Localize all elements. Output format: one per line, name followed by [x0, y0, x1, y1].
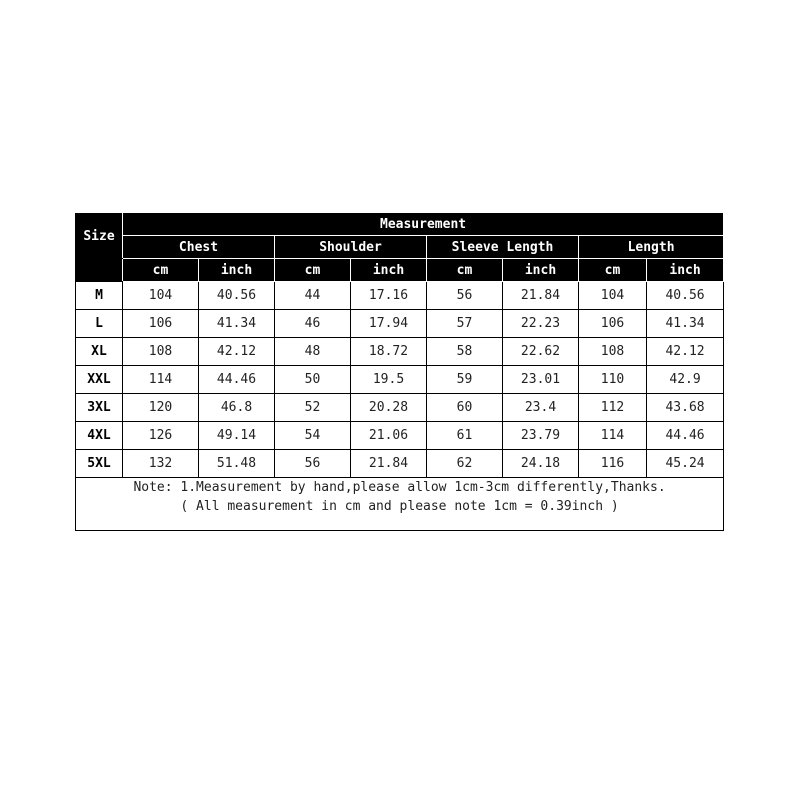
measurement-cell: 42.9	[647, 366, 724, 394]
measurement-cell: 126	[123, 422, 199, 450]
measurement-cell: 40.56	[199, 282, 275, 310]
header-row-units	[76, 259, 724, 282]
measurement-cell: 108	[579, 338, 647, 366]
section-header-length: Length	[579, 236, 724, 259]
size-cell: L	[76, 310, 123, 338]
unit-header: inch	[647, 259, 724, 282]
measurement-cell: 58	[427, 338, 503, 366]
table-row	[76, 338, 724, 366]
measurement-cell: 50	[275, 366, 351, 394]
measurement-cell: 52	[275, 394, 351, 422]
measurement-cell: 19.5	[351, 366, 427, 394]
table-row	[76, 310, 724, 338]
table-row	[76, 394, 724, 422]
note-line-1: Note: 1.Measurement by hand,please allow 1cm-3cm differently,Thanks.	[133, 480, 666, 495]
section-header-chest: Chest	[123, 236, 275, 259]
section-header-shoulder: Shoulder	[275, 236, 427, 259]
measurement-cell: 24.18	[503, 450, 579, 478]
measurement-title: Measurement	[123, 214, 724, 236]
unit-header: inch	[503, 259, 579, 282]
measurement-cell: 110	[579, 366, 647, 394]
size-cell: 3XL	[76, 394, 123, 422]
unit-header: cm	[427, 259, 503, 282]
measurement-cell: 44.46	[199, 366, 275, 394]
measurement-cell: 60	[427, 394, 503, 422]
measurement-cell: 132	[123, 450, 199, 478]
unit-header: inch	[199, 259, 275, 282]
measurement-cell: 46.8	[199, 394, 275, 422]
measurement-cell: 22.23	[503, 310, 579, 338]
measurement-cell: 51.48	[199, 450, 275, 478]
unit-header: cm	[123, 259, 199, 282]
table-row	[76, 450, 724, 478]
measurement-cell: 45.24	[647, 450, 724, 478]
measurement-cell: 21.84	[503, 282, 579, 310]
table-body	[76, 282, 724, 478]
measurement-cell: 43.68	[647, 394, 724, 422]
header-row-title	[76, 214, 724, 236]
size-cell: XXL	[76, 366, 123, 394]
size-cell: 4XL	[76, 422, 123, 450]
measurement-cell: 42.12	[647, 338, 724, 366]
size-header-spacer	[76, 259, 123, 282]
measurement-cell: 48	[275, 338, 351, 366]
measurement-cell: 44	[275, 282, 351, 310]
measurement-cell: 104	[123, 282, 199, 310]
measurement-cell: 49.14	[199, 422, 275, 450]
note-cell	[76, 478, 724, 531]
size-cell: 5XL	[76, 450, 123, 478]
size-cell: M	[76, 282, 123, 310]
measurement-cell: 21.84	[351, 450, 427, 478]
size-cell: XL	[76, 338, 123, 366]
measurement-cell: 17.16	[351, 282, 427, 310]
measurement-cell: 56	[275, 450, 351, 478]
size-chart-table	[75, 213, 724, 531]
measurement-cell: 23.4	[503, 394, 579, 422]
table-row	[76, 282, 724, 310]
measurement-cell: 41.34	[199, 310, 275, 338]
measurement-cell: 18.72	[351, 338, 427, 366]
measurement-cell: 114	[579, 422, 647, 450]
measurement-cell: 106	[579, 310, 647, 338]
measurement-cell: 116	[579, 450, 647, 478]
measurement-cell: 17.94	[351, 310, 427, 338]
note-line-2: ( All measurement in cm and please note 1cm = 0.39inch )	[180, 499, 619, 514]
table-row	[76, 366, 724, 394]
measurement-cell: 20.28	[351, 394, 427, 422]
measurement-cell: 21.06	[351, 422, 427, 450]
unit-header: inch	[351, 259, 427, 282]
measurement-cell: 56	[427, 282, 503, 310]
measurement-cell: 104	[579, 282, 647, 310]
measurement-cell: 114	[123, 366, 199, 394]
measurement-cell: 120	[123, 394, 199, 422]
measurement-cell: 40.56	[647, 282, 724, 310]
unit-header: cm	[275, 259, 351, 282]
table-row	[76, 422, 724, 450]
measurement-cell: 59	[427, 366, 503, 394]
measurement-cell: 46	[275, 310, 351, 338]
measurement-cell: 54	[275, 422, 351, 450]
header-row-sections	[76, 236, 724, 259]
unit-header: cm	[579, 259, 647, 282]
measurement-cell: 41.34	[647, 310, 724, 338]
measurement-cell: 61	[427, 422, 503, 450]
measurement-cell: 42.12	[199, 338, 275, 366]
size-column-header: Size	[76, 214, 123, 259]
measurement-cell: 23.01	[503, 366, 579, 394]
note-row	[76, 478, 724, 531]
section-header-sleeve-length: Sleeve Length	[427, 236, 579, 259]
measurement-cell: 22.62	[503, 338, 579, 366]
measurement-cell: 44.46	[647, 422, 724, 450]
measurement-cell: 57	[427, 310, 503, 338]
measurement-cell: 23.79	[503, 422, 579, 450]
measurement-cell: 112	[579, 394, 647, 422]
measurement-cell: 106	[123, 310, 199, 338]
measurement-cell: 108	[123, 338, 199, 366]
measurement-cell: 62	[427, 450, 503, 478]
